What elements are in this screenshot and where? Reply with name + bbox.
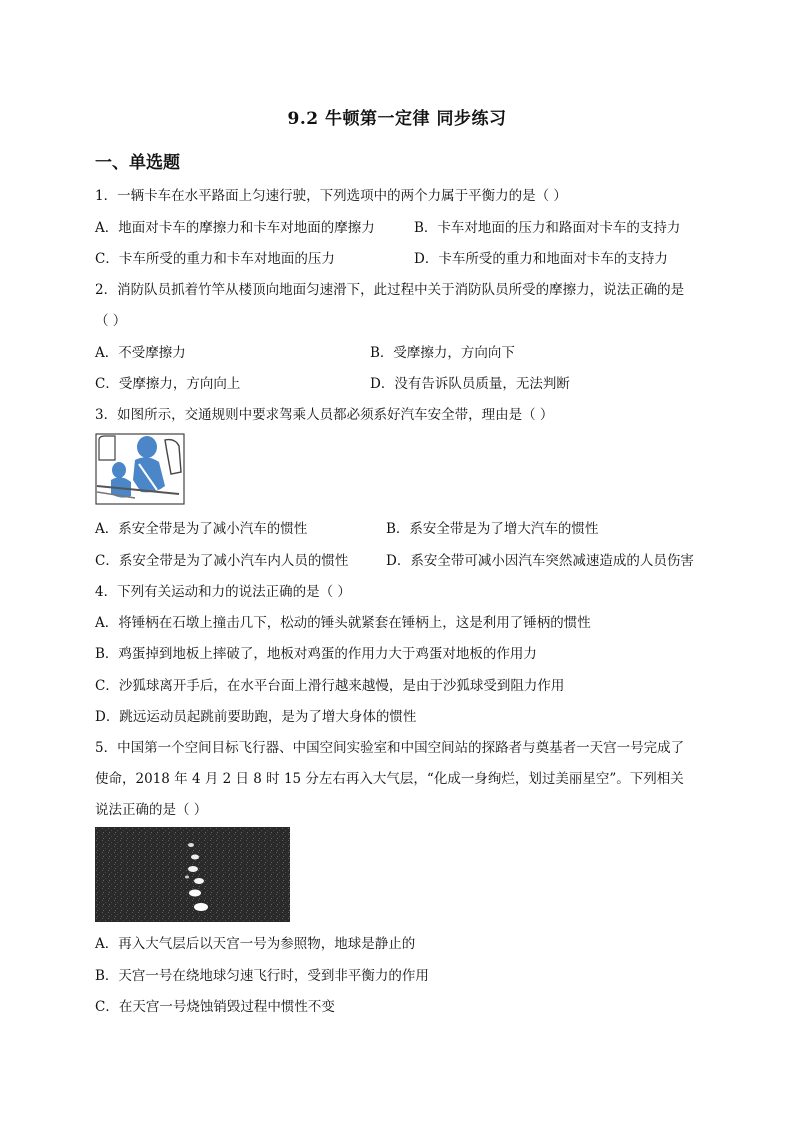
seatbelt-figure	[95, 432, 185, 508]
q4-option-a[interactable]: A．将锤柄在石墩上撞击几下，松动的锤头就紧套在锤柄上，这是利用了锤柄的惯性	[95, 615, 591, 631]
q1-stem: 1．一辆卡车在水平路面上匀速行驶，下列选项中的两个力属于平衡力的是（ ）	[95, 188, 567, 204]
q3-option-c[interactable]: C．系安全带是为了减小汽车内人员的惯性	[95, 553, 349, 569]
q4-option-b[interactable]: B．鸡蛋掉到地板上摔破了，地板对鸡蛋的作用力大于鸡蛋对地板的作用力	[95, 646, 537, 662]
q1-option-c[interactable]: C．卡车所受的重力和卡车对地面的压力	[95, 251, 335, 267]
q5-stem-line3: 说法正确的是（ ）	[95, 802, 208, 818]
page-title: 9.2 牛顿第一定律 同步练习	[287, 109, 507, 129]
tiangong-reentry-photo	[95, 827, 290, 922]
section-heading: 一、单选题	[95, 153, 180, 173]
reentry-streak-image-icon	[95, 827, 290, 922]
q4-option-d[interactable]: D．跳远运动员起跳前要助跑，是为了增大身体的惯性	[95, 709, 417, 725]
q5-stem-line2: 使命，2018 年 4 月 2 日 8 时 15 分左右再入大气层，“化成一身绚烂，划过美丽星空”。下列相关	[95, 771, 684, 787]
q5-stem-line1: 5．中国第一个空间目标飞行器、中国空间实验室和中国空间站的探路者与奠基者一天宫一号完成了	[95, 740, 685, 756]
q5-option-c[interactable]: C．在天宫一号烧蚀销毁过程中惯性不变	[95, 999, 335, 1015]
q5-option-b[interactable]: B．天宫一号在绕地球匀速飞行时，受到非平衡力的作用	[95, 968, 429, 984]
q2-option-a[interactable]: A．不受摩擦力	[95, 345, 186, 361]
q1-option-a[interactable]: A．地面对卡车的摩擦力和卡车对地面的摩擦力	[95, 220, 375, 236]
q4-stem: 4．下列有关运动和力的说法正确的是（ ）	[95, 584, 351, 600]
q2-option-b[interactable]: B．受摩擦力，方向向下	[370, 345, 515, 361]
seatbelt-illustration-icon	[95, 432, 185, 508]
q3-option-a[interactable]: A．系安全带是为了减小汽车的惯性	[95, 521, 308, 537]
q2-option-c[interactable]: C．受摩擦力，方向向上	[95, 376, 241, 392]
q1-option-d[interactable]: D．卡车所受的重力和地面对卡车的支持力	[414, 251, 668, 267]
q2-stem-line2: （ ）	[95, 313, 127, 329]
q3-option-d[interactable]: D．系安全带可减小因汽车突然减速造成的人员伤害	[386, 553, 694, 569]
q2-stem-line1: 2．消防队员抓着竹竿从楼顶向地面匀速滑下，此过程中关于消防队员所受的摩擦力，说法正确的是	[95, 282, 685, 298]
q2-option-d[interactable]: D．没有告诉队员质量，无法判断	[370, 376, 570, 392]
q5-option-a[interactable]: A．再入大气层后以天宫一号为参照物，地球是静止的	[95, 936, 416, 952]
q3-option-b[interactable]: B．系安全带是为了增大汽车的惯性	[386, 521, 599, 537]
q1-option-b[interactable]: B．卡车对地面的压力和路面对卡车的支持力	[414, 220, 681, 236]
q4-option-c[interactable]: C．沙狐球离开手后，在水平台面上滑行越来越慢，是由于沙狐球受到阻力作用	[95, 678, 565, 694]
q3-stem: 3．如图所示，交通规则中要求驾乘人员都必须系好汽车安全带，理由是（ ）	[95, 407, 554, 423]
